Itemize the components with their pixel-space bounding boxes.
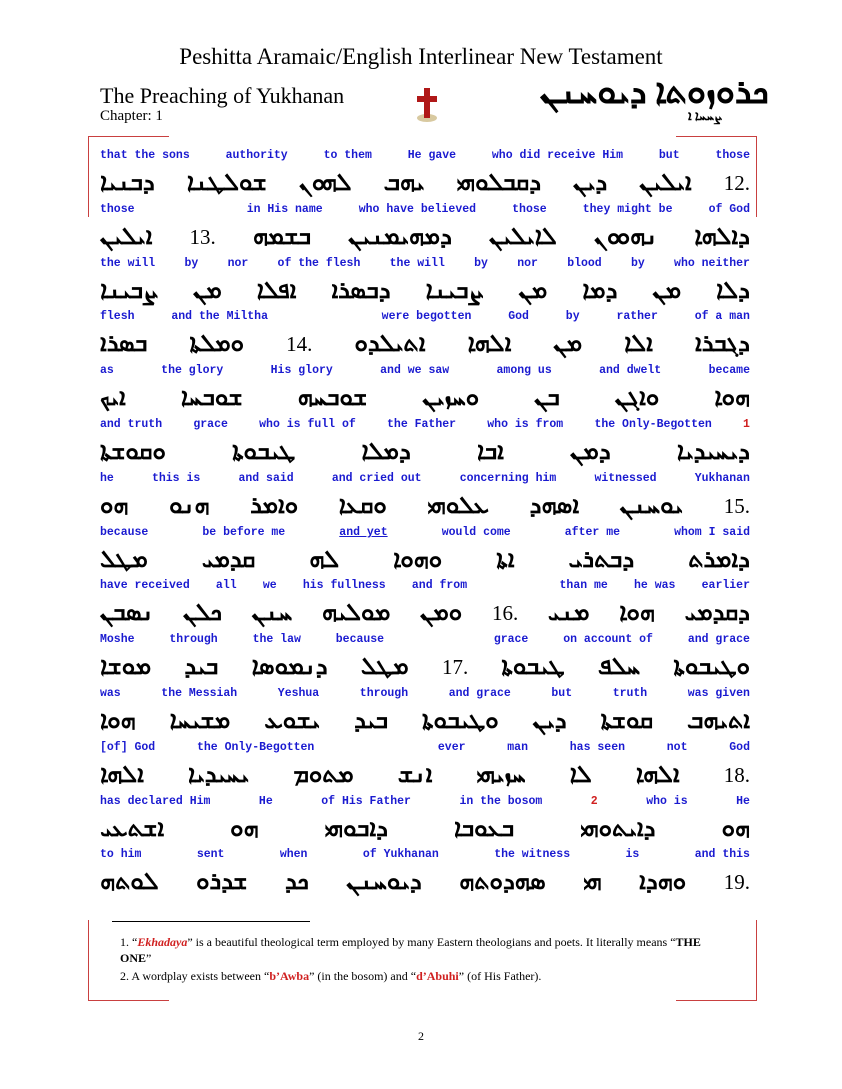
syriac-word: ܐܬܐ bbox=[496, 546, 515, 573]
verse-number: 16. bbox=[491, 600, 519, 625]
footnote-term: Ekhadaya bbox=[137, 935, 188, 949]
footnotes bbox=[120, 934, 730, 986]
verse-row bbox=[100, 418, 750, 472]
syriac-word: ܛܝܒܘܬܐ bbox=[232, 438, 296, 465]
syriac-word: ܚܙܝܗܝ bbox=[476, 761, 526, 788]
syriac-word: ܕܓܒܪܐ bbox=[695, 330, 750, 357]
main-title: Peshitta Aramaic/English Interlinear New Testament bbox=[179, 44, 663, 69]
syriac-word: ܠܗܘܢ bbox=[298, 169, 352, 196]
syriac-word: ܕܐܝܬܘܗܝ bbox=[580, 815, 656, 842]
english-word: God bbox=[729, 741, 750, 754]
syriac-word: ܣܗܕܘܬܗ bbox=[459, 868, 546, 895]
english-word: among us bbox=[496, 364, 552, 377]
english-word: by bbox=[474, 257, 488, 270]
syriac-word: ܐܦܠܐ bbox=[256, 277, 297, 304]
syriac-word: ܫܕܪܘ bbox=[196, 868, 248, 895]
syriac-word: ܐܢܫ bbox=[397, 761, 433, 788]
syriac-word: ܘܡܢ bbox=[420, 599, 463, 626]
english-word: the Father bbox=[387, 418, 457, 431]
english-word: than me bbox=[559, 579, 608, 592]
syriac-word: ܕܝܚܝܕܝܐ bbox=[676, 438, 750, 465]
english-word: after me bbox=[564, 526, 620, 539]
english-word: were begotten bbox=[381, 310, 472, 323]
english-word bbox=[419, 633, 459, 649]
syriac-word: ܚܠܦ bbox=[597, 653, 641, 680]
syriac-chapter: ܨܚܚܐ ܐ bbox=[688, 108, 723, 123]
english-word: grace bbox=[193, 418, 228, 431]
footnote-term: d’Abuhi bbox=[416, 969, 459, 983]
verse-row bbox=[100, 579, 750, 633]
footnote-2 bbox=[120, 968, 730, 984]
english-word: they might be bbox=[582, 203, 673, 216]
english-word: those bbox=[100, 203, 135, 216]
verse-row bbox=[100, 526, 750, 580]
syriac-word: ܠܐܝܠܝܢ bbox=[489, 223, 557, 250]
english-word: and the Miltha bbox=[171, 310, 268, 323]
syriac-text-line bbox=[100, 760, 750, 790]
english-word: grace bbox=[493, 633, 529, 646]
english-gloss-line bbox=[100, 579, 750, 595]
english-word: the glory bbox=[161, 364, 224, 377]
english-gloss-line bbox=[100, 149, 750, 165]
english-word: rather bbox=[616, 310, 658, 323]
syriac-word: ܐܒܐ bbox=[477, 438, 504, 465]
english-word: sent bbox=[196, 848, 225, 861]
syriac-word: ܫܘܒܚܐ bbox=[180, 384, 243, 411]
syriac-word: ܕܐܡܪܬ bbox=[688, 546, 750, 573]
syriac-text-line bbox=[100, 168, 750, 198]
english-gloss-line bbox=[100, 687, 750, 703]
syriac-word: ܐܫܬܥܝ bbox=[100, 815, 165, 842]
syriac-word: ܐܬܝܠܕܘ bbox=[354, 330, 426, 357]
syriac-text-line bbox=[100, 598, 750, 628]
syriac-text-line bbox=[100, 276, 750, 306]
verse-row bbox=[100, 310, 750, 364]
footnote-1 bbox=[120, 934, 730, 966]
syriac-word: ܕܠܐ bbox=[716, 277, 750, 304]
english-word: ever bbox=[437, 741, 466, 754]
syriac-word: ܕܒܣܪܐ bbox=[331, 277, 391, 304]
english-word: [of] God bbox=[100, 741, 156, 754]
english-word: that the sons bbox=[100, 149, 190, 162]
syriac-text-line bbox=[100, 814, 750, 844]
english-word: is bbox=[625, 848, 640, 861]
english-gloss-line bbox=[100, 257, 750, 273]
syriac-word: ܕܐܒܘܗܝ bbox=[324, 815, 388, 842]
syriac-word: ܩܕܡܝ bbox=[201, 546, 256, 573]
english-word: blood bbox=[567, 257, 602, 270]
english-gloss-line bbox=[100, 310, 750, 326]
footnote-number: 1. bbox=[120, 935, 129, 949]
english-word: nor bbox=[227, 257, 249, 270]
syriac-word: ܡܢ bbox=[518, 277, 548, 304]
verse-row bbox=[100, 203, 750, 257]
verse-number: 14. bbox=[286, 331, 313, 356]
english-word: of Yukhanan bbox=[362, 848, 439, 861]
verse-row bbox=[100, 633, 750, 687]
syriac-word: ܗܘܐ bbox=[619, 599, 655, 626]
english-word: because bbox=[100, 526, 149, 539]
footnote-text: A wordplay exists between “ bbox=[131, 969, 270, 983]
syriac-word: ܘܛܝܒܘܬܐ bbox=[673, 653, 750, 680]
syriac-word: ܗܘ bbox=[100, 492, 129, 519]
syriac-word: ܕܐܠܗܐ bbox=[694, 223, 750, 250]
english-word: of God bbox=[708, 203, 750, 216]
syriac-word: ܐܠܐ bbox=[624, 330, 653, 357]
english-word bbox=[305, 310, 345, 326]
english-word: but bbox=[551, 687, 573, 700]
syriac-word: ܘܛܝܒܘܬܐ bbox=[421, 707, 499, 734]
english-word: God bbox=[508, 310, 529, 323]
syriac-word: ܥܠܘܗܝ bbox=[427, 492, 489, 519]
english-word: He bbox=[736, 795, 750, 808]
english-word: He gave bbox=[407, 149, 457, 162]
syriac-word: ܕܝܢ bbox=[573, 169, 608, 196]
syriac-word: ܘܡܠܬܐ bbox=[189, 330, 245, 357]
syriac-text-line bbox=[100, 437, 750, 467]
syriac-word: ܡܫܝܚܐ bbox=[169, 707, 231, 734]
verse-number: 12. bbox=[723, 170, 750, 195]
verse-row bbox=[100, 741, 750, 795]
syriac-word: ܗܢܘ bbox=[169, 492, 210, 519]
english-word: who did receive Him bbox=[491, 149, 624, 162]
english-word: and said bbox=[238, 472, 294, 485]
syriac-word: ܒܥܘܒܐ bbox=[454, 815, 515, 842]
verse-number: 13. bbox=[189, 224, 216, 249]
english-word: and cried out bbox=[331, 472, 422, 485]
syriac-word: ܘܚܙܝܢ bbox=[422, 384, 480, 411]
syriac-word: ܟܠܢ bbox=[183, 599, 223, 626]
syriac-text-line bbox=[100, 491, 750, 521]
english-word: he was bbox=[634, 579, 676, 592]
footnote-text: ” is a beautiful theological term employed by many Eastern theologians and poets. It literally means “ bbox=[187, 935, 676, 949]
syriac-word: ܗܘ bbox=[230, 815, 259, 842]
english-word: concerning him bbox=[459, 472, 557, 485]
footnote-text: “ bbox=[132, 935, 138, 949]
syriac-word: ܝܫܘܥ bbox=[264, 707, 321, 734]
syriac-word: ܘܩܥܐ bbox=[338, 492, 387, 519]
english-gloss-line bbox=[100, 795, 750, 811]
syriac-word: ܠܘܬܗ bbox=[100, 868, 159, 895]
english-word: he bbox=[100, 472, 114, 485]
english-word: through bbox=[359, 687, 409, 700]
syriac-word: ܕܒܬܪܝ bbox=[568, 546, 635, 573]
english-word: nor bbox=[517, 257, 538, 270]
syriac-word: ܢܗܘܘܢ bbox=[593, 223, 658, 250]
syriac-word: ܡܢܝ bbox=[547, 599, 590, 626]
syriac-text-line bbox=[100, 867, 750, 897]
syriac-word: ܟܕ bbox=[284, 868, 309, 895]
english-word: through bbox=[169, 633, 218, 646]
english-word: and this bbox=[694, 848, 750, 861]
english-word: of His Father bbox=[321, 795, 411, 808]
english-word: truth bbox=[612, 687, 648, 700]
syriac-word: ܝܗܒ bbox=[383, 169, 425, 196]
syriac-word: ܡܘܫܐ bbox=[100, 653, 152, 680]
english-word: his fullness bbox=[302, 579, 386, 592]
syriac-word: ܡܘܠܝܗ bbox=[321, 599, 391, 626]
footnote-emphasis: THE ONE bbox=[120, 935, 701, 965]
english-word: by bbox=[184, 257, 199, 270]
english-word: who neither bbox=[674, 257, 750, 270]
english-word: witnessed bbox=[594, 472, 657, 485]
cross-icon bbox=[410, 86, 444, 124]
syriac-word: ܠܐ bbox=[569, 761, 592, 788]
syriac-word: ܕܩܒܠܘܗܝ bbox=[456, 169, 542, 196]
syriac-word: ܡܢ bbox=[553, 330, 583, 357]
syriac-word: ܘܗܘܐ bbox=[393, 546, 443, 573]
english-word: He bbox=[258, 795, 273, 808]
syriac-word: ܐܣܗܕ bbox=[529, 492, 580, 519]
syriac-word: ܘܗܕܐ bbox=[639, 868, 687, 895]
english-word: this is bbox=[151, 472, 201, 485]
syriac-word: ܒܢ bbox=[534, 384, 560, 411]
english-gloss-line bbox=[100, 203, 750, 219]
syriac-word: ܕܩܕܡܝ bbox=[684, 599, 750, 626]
english-word: by bbox=[630, 257, 645, 270]
footnote-rule bbox=[112, 921, 310, 922]
syriac-word: ܐܝܟ bbox=[100, 384, 126, 411]
english-gloss-line bbox=[100, 418, 750, 434]
english-word: and grace bbox=[687, 633, 750, 646]
page-number: 2 bbox=[418, 1029, 424, 1043]
syriac-title: ܟܪܘܙܘܬܐ ܕܝܘܚܢܢ bbox=[540, 74, 769, 111]
chapter-label: Chapter: 1 bbox=[100, 108, 163, 124]
english-word: those bbox=[715, 149, 750, 162]
english-word: not bbox=[666, 741, 688, 754]
english-word: when bbox=[279, 848, 308, 861]
syriac-word: ܗܘܐ bbox=[100, 707, 136, 734]
english-word: the witness bbox=[494, 848, 571, 861]
english-word: man bbox=[507, 741, 528, 754]
english-word: the law bbox=[252, 633, 301, 646]
english-word: but bbox=[658, 149, 680, 162]
syriac-text-line bbox=[100, 383, 750, 413]
english-word: the Only-Begotten bbox=[594, 418, 712, 431]
footnote-number: 2. bbox=[120, 969, 129, 983]
english-word: on account of bbox=[563, 633, 653, 646]
english-word: the will bbox=[100, 257, 156, 270]
syriac-word: ܝܘܚܢܢ bbox=[619, 492, 684, 519]
verse-number: 19. bbox=[723, 869, 750, 894]
english-word: the will bbox=[389, 257, 445, 270]
english-word: flesh bbox=[100, 310, 135, 323]
english-gloss-line bbox=[100, 848, 750, 864]
syriac-word: ܕܝܘܚܢܢ bbox=[346, 868, 422, 895]
english-word: those bbox=[512, 203, 547, 216]
syriac-word: ܡܛܠ bbox=[100, 546, 148, 573]
english-word: of a man bbox=[694, 310, 750, 323]
english-word: 2 bbox=[590, 795, 598, 808]
footnote-text: ” (of His Father). bbox=[458, 969, 542, 983]
syriac-word: ܫܘܒܚܗ bbox=[297, 384, 368, 411]
syriac-word: ܩܘܫܬܐ bbox=[600, 707, 654, 734]
footnote-term: b’Awba bbox=[269, 969, 310, 983]
english-word: became bbox=[708, 364, 750, 377]
english-word: Moshe bbox=[100, 633, 135, 646]
english-word: in His name bbox=[246, 203, 323, 216]
english-word: Yeshua bbox=[277, 687, 320, 700]
syriac-word: ܐܠܗܐ bbox=[467, 330, 512, 357]
syriac-word: ܐܬܝܗܒ bbox=[687, 707, 750, 734]
syriac-word: ܘܐܡܪ bbox=[250, 492, 299, 519]
syriac-word: ܠܗ bbox=[309, 546, 340, 573]
verse-number: 18. bbox=[723, 762, 750, 787]
english-gloss-line bbox=[100, 741, 750, 757]
english-word bbox=[493, 579, 533, 595]
english-word: because bbox=[335, 633, 385, 646]
english-word: has declared Him bbox=[100, 795, 211, 808]
verse-row bbox=[100, 687, 750, 741]
english-gloss-line bbox=[100, 364, 750, 380]
syriac-word: ܐܠܗܐ bbox=[100, 761, 144, 788]
syriac-word: ܕܡܢ bbox=[570, 438, 611, 465]
syriac-word: ܕܡܐ bbox=[582, 277, 618, 304]
syriac-word: ܗܝ bbox=[583, 868, 602, 895]
english-word: in the bosom bbox=[459, 795, 543, 808]
english-gloss-line bbox=[100, 472, 750, 488]
syriac-word: ܒܣܪܐ bbox=[100, 330, 148, 357]
syriac-word: ܡܢ bbox=[652, 277, 682, 304]
english-word: to him bbox=[100, 848, 142, 861]
syriac-word: ܨܒܝܢܐ bbox=[425, 277, 484, 304]
syriac-word: ܕܡܠܐ bbox=[361, 438, 411, 465]
syriac-word: ܘܩܘܫܬܐ bbox=[100, 438, 166, 465]
english-word: to them bbox=[323, 149, 372, 162]
english-word: Yukhanan bbox=[694, 472, 750, 485]
book-title: The Preaching of Yukhanan bbox=[100, 83, 345, 108]
syriac-word: ܢܣܒܢ bbox=[100, 599, 154, 626]
verse-row bbox=[100, 257, 750, 311]
english-word: whom I said bbox=[674, 526, 750, 539]
english-word: and from bbox=[411, 579, 468, 592]
english-word: and yet bbox=[339, 526, 388, 539]
english-word: 1 bbox=[743, 418, 750, 431]
english-word: was bbox=[100, 687, 121, 700]
verse-number: 17. bbox=[441, 654, 469, 679]
english-word: have received bbox=[100, 579, 190, 592]
syriac-word: ܡܢ bbox=[193, 277, 222, 304]
syriac-word: ܝܚܝܕܝܐ bbox=[187, 761, 250, 788]
verse-row bbox=[100, 848, 750, 902]
verse-row bbox=[100, 472, 750, 526]
syriac-text-line bbox=[100, 329, 750, 359]
english-word: we bbox=[262, 579, 277, 592]
syriac-word: ܨܒܝܢܐ bbox=[100, 277, 159, 304]
syriac-word: ܗܘ bbox=[721, 815, 750, 842]
english-gloss-line bbox=[100, 526, 750, 542]
english-word: who is bbox=[646, 795, 688, 808]
english-word: who is from bbox=[487, 418, 564, 431]
syriac-text-line bbox=[100, 652, 750, 682]
verse-row bbox=[100, 149, 750, 203]
verse-row bbox=[100, 795, 750, 849]
syriac-word: ܐܝܠܝܢ bbox=[100, 223, 153, 250]
syriac-word: ܫܘܠܛܢܐ bbox=[186, 169, 267, 196]
english-word: has seen bbox=[569, 741, 625, 754]
syriac-word: ܡܬܘܡ bbox=[293, 761, 354, 788]
syriac-word: ܐܝܠܝܢ bbox=[639, 169, 692, 196]
syriac-word: ܕܡܗܝܡܢܝܢ bbox=[348, 223, 452, 250]
syriac-text-line bbox=[100, 545, 750, 575]
syriac-word: ܕܝܢ bbox=[532, 707, 567, 734]
english-word: His glory bbox=[270, 364, 333, 377]
english-word bbox=[356, 741, 396, 757]
verse-number: 15. bbox=[723, 493, 750, 518]
syriac-text-line bbox=[100, 222, 750, 252]
syriac-word: ܕܢܡܘܣܐ bbox=[251, 653, 328, 680]
english-word: earlier bbox=[701, 579, 750, 592]
english-word: and dwelt bbox=[599, 364, 662, 377]
syriac-word: ܒܝܕ bbox=[184, 653, 219, 680]
english-word: and we saw bbox=[380, 364, 450, 377]
syriac-word: ܘܐܓܢ bbox=[614, 384, 660, 411]
english-word: all bbox=[215, 579, 237, 592]
syriac-text-line bbox=[100, 706, 750, 736]
english-word: authority bbox=[225, 149, 288, 162]
footnote-text: ” (in the bosom) and “ bbox=[309, 969, 417, 983]
syriac-word: ܡܛܠ bbox=[360, 653, 409, 680]
syriac-word: ܗܘܐ bbox=[714, 384, 750, 411]
english-word: and grace bbox=[448, 687, 511, 700]
english-gloss-line bbox=[100, 633, 750, 649]
english-word: of the flesh bbox=[277, 257, 361, 270]
english-word: was given bbox=[687, 687, 750, 700]
english-word: and truth bbox=[100, 418, 163, 431]
syriac-word: ܚܢܢ bbox=[251, 599, 293, 626]
english-word: the Only-Begotten bbox=[197, 741, 315, 754]
english-word: by bbox=[565, 310, 580, 323]
syriac-word: ܛܝܒܘܬܐ bbox=[501, 653, 565, 680]
syriac-word: ܒܫܡܗ bbox=[252, 223, 312, 250]
english-word: as bbox=[100, 364, 114, 377]
footnote-text: ” bbox=[146, 951, 152, 965]
syriac-word: ܕܒܢܝܐ bbox=[100, 169, 155, 196]
english-word: who is full of bbox=[259, 418, 356, 431]
syriac-word: ܒܝܕ bbox=[354, 707, 389, 734]
verse-row bbox=[100, 364, 750, 418]
english-word: the Messiah bbox=[161, 687, 238, 700]
english-word: would come bbox=[441, 526, 511, 539]
syriac-word: ܐܠܗܐ bbox=[635, 761, 680, 788]
english-word: be before me bbox=[202, 526, 286, 539]
english-word bbox=[171, 203, 211, 219]
english-word: who have believed bbox=[358, 203, 477, 216]
